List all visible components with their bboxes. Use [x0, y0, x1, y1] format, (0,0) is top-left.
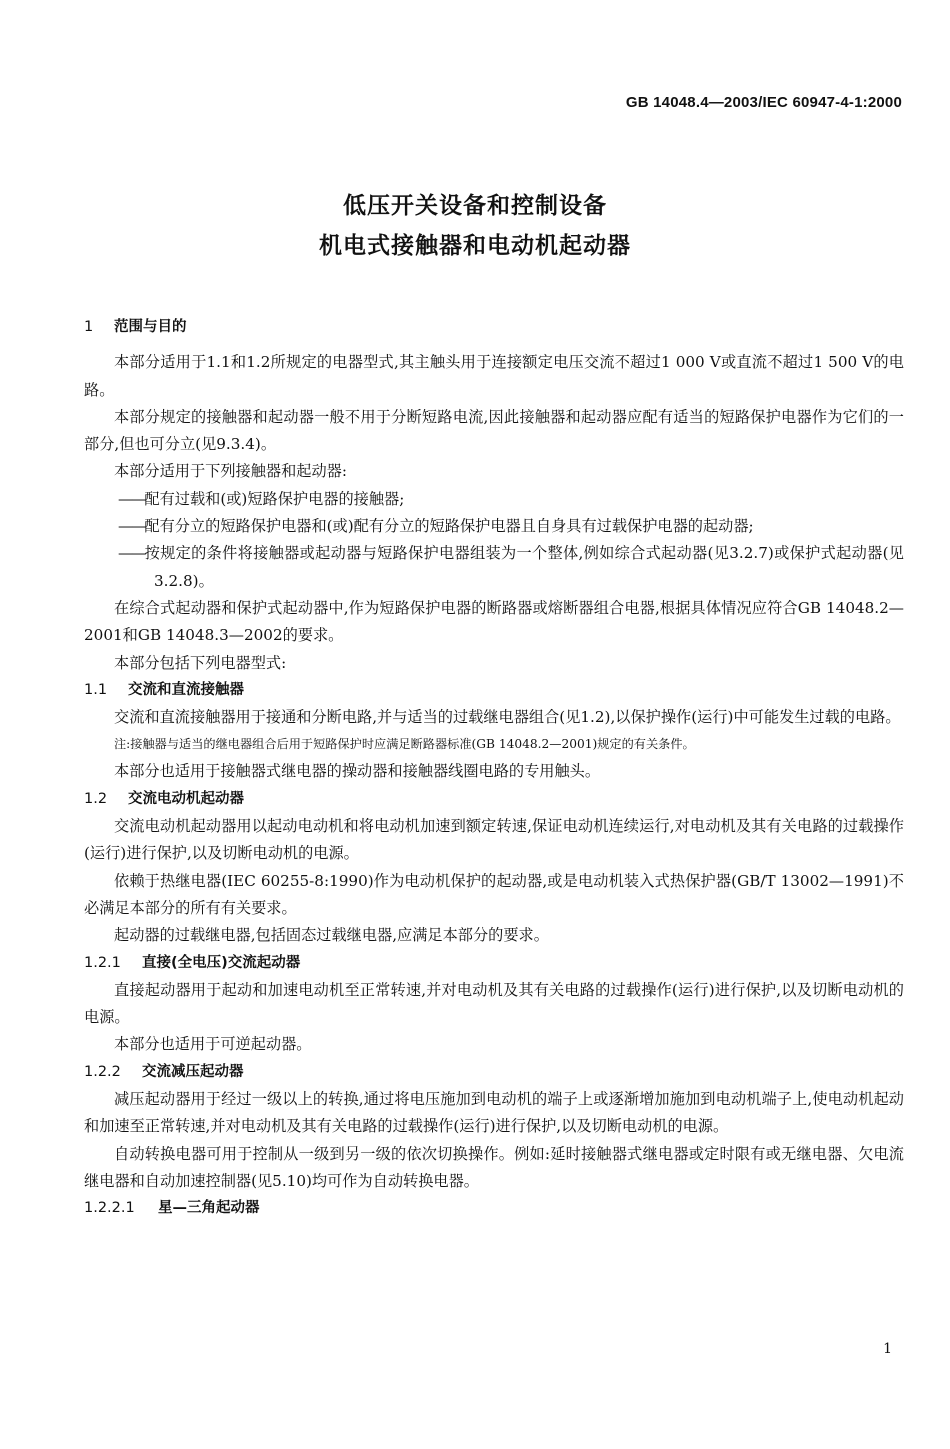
paragraph: 本部分适用于1.1和1.2所规定的电器型式,其主触头用于连接额定电压交流不超过1 000 V或直流不超过1 500 V的电路。	[84, 353, 904, 399]
section-title: 交流和直流接触器	[128, 681, 244, 698]
paragraph: 本部分适用于下列接触器和起动器:	[114, 462, 347, 481]
section-heading-1-2	[84, 786, 904, 813]
section-number: 1.2.2	[84, 1063, 121, 1080]
paragraph: 直接起动器用于起动和加速电动机至正常转速,并对电动机及其有关电路的过载操作(运行)进行保护,以及切断电动机的电源。	[84, 980, 904, 1027]
paragraph: 起动器的过载继电器,包括固态过载继电器,应满足本部分的要求。	[114, 926, 549, 945]
paragraph: 本部分包括下列电器型式:	[114, 653, 287, 672]
title-line-1: 低压开关设备和控制设备	[343, 193, 607, 219]
dash-list-item: ——按规定的条件将接触器或起动器与短路保护电器组装为一个整体,例如综合式起动器(见3.2.7)或保护式起动器(见3.2.8)。	[118, 544, 904, 590]
section-heading-1-2-1	[84, 950, 904, 977]
section-number: 1.1	[84, 681, 108, 698]
document-body	[84, 314, 904, 1223]
paragraph: 减压起动器用于经过一级以上的转换,通过将电压施加到电动机的端子上或逐渐增加施加到电动机端子上,使电动机起动和加速至正常转速,并对电动机及其有关电路的过载操作(运行)进行保护,以及切断电动机的电源。	[84, 1090, 904, 1136]
section-heading-1-2-2-1	[84, 1195, 904, 1222]
section-title: 星—三角起动器	[158, 1200, 260, 1217]
section-number: 1.2	[84, 790, 108, 807]
section-title: 范围与目的	[114, 319, 187, 335]
section-title: 交流减压起动器	[142, 1063, 244, 1080]
dash-list-item: ——配有分立的短路保护电器和(或)配有分立的短路保护电器且自身具有过载保护电器的起动器;	[118, 517, 754, 536]
paragraph: 本部分也适用于接触器式继电器的操动器和接触器线圈电路的专用触头。	[114, 762, 600, 781]
section-number: 1	[84, 319, 94, 335]
paragraph: 交流和直流接触器用于接通和分断电路,并与适当的过载继电器组合(见1.2),以保护操作(运行)中可能发生过载的电路。	[114, 708, 901, 727]
standard-header: GB 14048.4—2003/IEC 60947-4-1:2000	[625, 94, 902, 111]
paragraph: 本部分也适用于可逆起动器。	[114, 1035, 312, 1054]
page-number: 1	[883, 1341, 892, 1357]
section-title: 直接(全电压)交流起动器	[142, 954, 301, 971]
paragraph: 在综合式起动器和保护式起动器中,作为短路保护电器的断路器或熔断器组合电器,根据具体情况应符合GB 14048.2—2001和GB 14048.3—2002的要求。	[84, 598, 904, 645]
dash-list-item: ——配有过载和(或)短路保护电器的接触器;	[118, 489, 405, 508]
section-number: 1.2.2.1	[84, 1200, 135, 1217]
paragraph: 自动转换电器可用于控制从一级到另一级的依次切换操作。例如:延时接触器式继电器或定时限有或无继电器、欠电流继电器和自动加速控制器(见5.10)均可作为自动转换电器。	[84, 1144, 904, 1190]
paragraph: 依赖于热继电器(IEC 60255-8:1990)作为电动机保护的起动器,或是电动机装入式热保护器(GB/T 13002—1991)不必满足本部分的所有有关要求。	[84, 871, 904, 917]
section-number: 1.2.1	[84, 954, 121, 971]
section-heading-1-1	[84, 677, 904, 704]
paragraph: 交流电动机起动器用以起动电动机和将电动机加速到额定转速,保证电动机连续运行,对电动机及其有关电路的过载操作(运行)进行保护,以及切断电动机的电源。	[84, 817, 904, 863]
paragraph: 本部分规定的接触器和起动器一般不用于分断短路电流,因此接触器和起动器应配有适当的短路保护电器作为它们的一部分,但也可分立(见9.3.4)。	[84, 407, 904, 454]
title-line-2: 机电式接触器和电动机起动器	[319, 233, 631, 259]
section-heading-1-2-2	[84, 1059, 904, 1086]
note: 注:接触器与适当的继电器组合后用于短路保护时应满足断路器标准(GB 14048.2—2001)规定的有关条件。	[114, 737, 695, 752]
section-title: 交流电动机起动器	[128, 790, 244, 807]
section-heading-1	[84, 314, 904, 341]
